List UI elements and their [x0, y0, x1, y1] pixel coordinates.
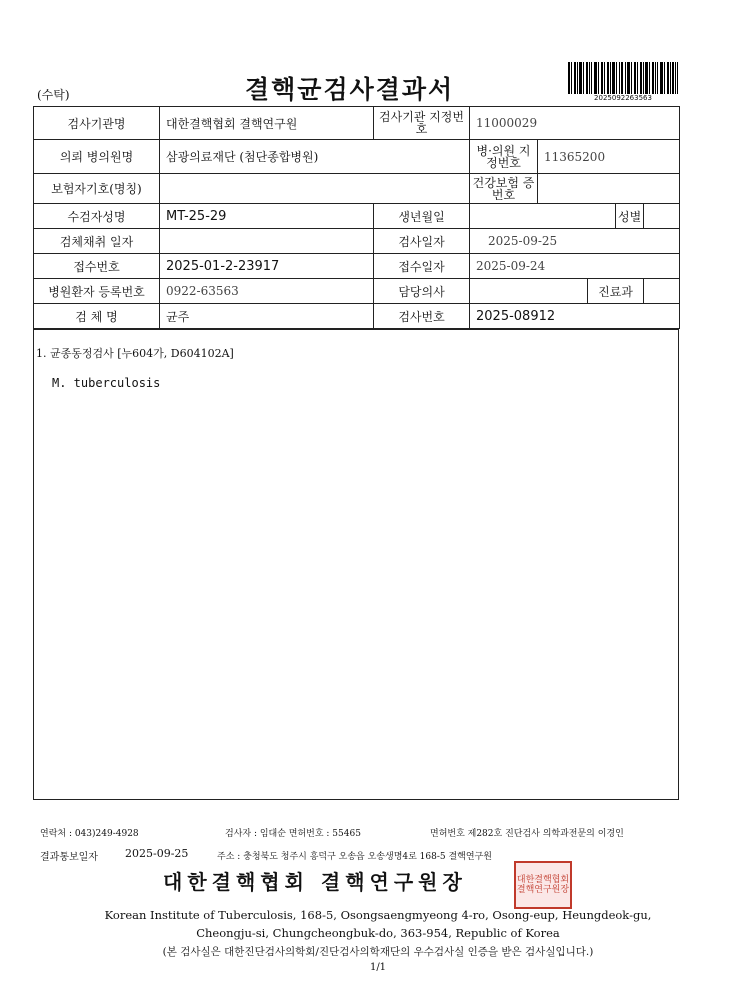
official-seal: 대한결핵협회결핵연구원장: [514, 861, 572, 909]
reg-no: 0922-63563: [160, 279, 374, 304]
examiner: 검사자 : 임대순 면허번호 : 55465: [225, 829, 361, 839]
receipt-no: 2025-01-2-23917: [160, 254, 374, 279]
address-ko: 주소 : 충청북도 청주시 흥덕구 오송읍 오송생명4로 168-5 결핵연구원: [217, 852, 492, 862]
info-table: [33, 106, 680, 329]
lab-name: 대한결핵협회 결핵연구원: [160, 107, 374, 140]
dept-label: 진료과: [588, 279, 644, 304]
license: 면허번호 제282호 진단검사 의학과전문의 이경인: [430, 829, 624, 839]
receipt-date: 2025-09-24: [470, 254, 680, 279]
notice-date: 2025-09-25: [125, 847, 189, 860]
notice-date-label: 결과통보일자: [40, 852, 98, 863]
collection-date: [160, 229, 374, 254]
clinic-id: 11365200: [538, 140, 680, 174]
insurer: [160, 174, 470, 204]
insurance-cert: [538, 174, 680, 204]
dob: [470, 204, 616, 229]
address-en-line1: Korean Institute of Tuberculosis, 168-5, Osongsaengmyeong 4-ro, Osong-eup, Heungdeok-gu,: [104, 908, 652, 922]
reg-no-label: 병원환자 등록번호: [34, 279, 160, 304]
receipt-date-label: 접수일자: [374, 254, 470, 279]
address-en-line2: Cheongju-si, Chungcheongbuk-do, 363-954, Republic of Korea: [196, 926, 560, 940]
doctor-label: 담당의사: [374, 279, 470, 304]
copy-label: (수탁): [37, 88, 70, 102]
specimen-label: 검 체 명: [34, 304, 160, 329]
lab-name-label: 검사기관명: [34, 107, 160, 140]
specimen: 균주: [160, 304, 374, 329]
page-number: 1/1: [369, 962, 387, 973]
barcode-number: 2025092263563: [594, 94, 652, 102]
test-date: 2025-09-25: [470, 229, 680, 254]
referrer: 삼광의료재단 (첨단종합병원): [160, 140, 470, 174]
test-no: 2025-08912: [470, 304, 680, 329]
patient-label: 수검자성명: [34, 204, 160, 229]
insurer-label: 보험자기호(명칭): [34, 174, 160, 204]
lab-id-label: 검사기관 지정번호: [374, 107, 470, 140]
result-box: [33, 329, 679, 800]
test-no-label: 검사번호: [374, 304, 470, 329]
lab-id: 11000029: [470, 107, 680, 140]
insurance-cert-label: 건강보험 증번호: [470, 174, 538, 204]
test-date-label: 검사일자: [374, 229, 470, 254]
clinic-id-label: 병·의원 지정번호: [470, 140, 538, 174]
patient-name: MT-25-29: [160, 204, 374, 229]
signature: 대한결핵협회 결핵연구원장: [163, 870, 467, 894]
doctor: [470, 279, 588, 304]
sex-label: 성별: [616, 204, 644, 229]
collection-label: 검체채취 일자: [34, 229, 160, 254]
barcode: [568, 62, 678, 94]
receipt-no-label: 접수번호: [34, 254, 160, 279]
sex: [644, 204, 680, 229]
dob-label: 생년월일: [374, 204, 470, 229]
certification-note: (본 검사실은 대한진단검사의학회/진단검사의학재단의 우수검사실 인증을 받은 검사실입니다.): [162, 946, 594, 958]
dept: [644, 279, 680, 304]
referrer-label: 의뢰 병의원명: [34, 140, 160, 174]
result-organism: M. tuberculosis: [52, 376, 161, 390]
document-title: 결핵균검사결과서: [245, 75, 455, 104]
result-test-line: 1. 균종동정검사 [누604가, D604102A]: [36, 347, 234, 360]
contact: 연락처 : 043)249-4928: [40, 829, 139, 839]
